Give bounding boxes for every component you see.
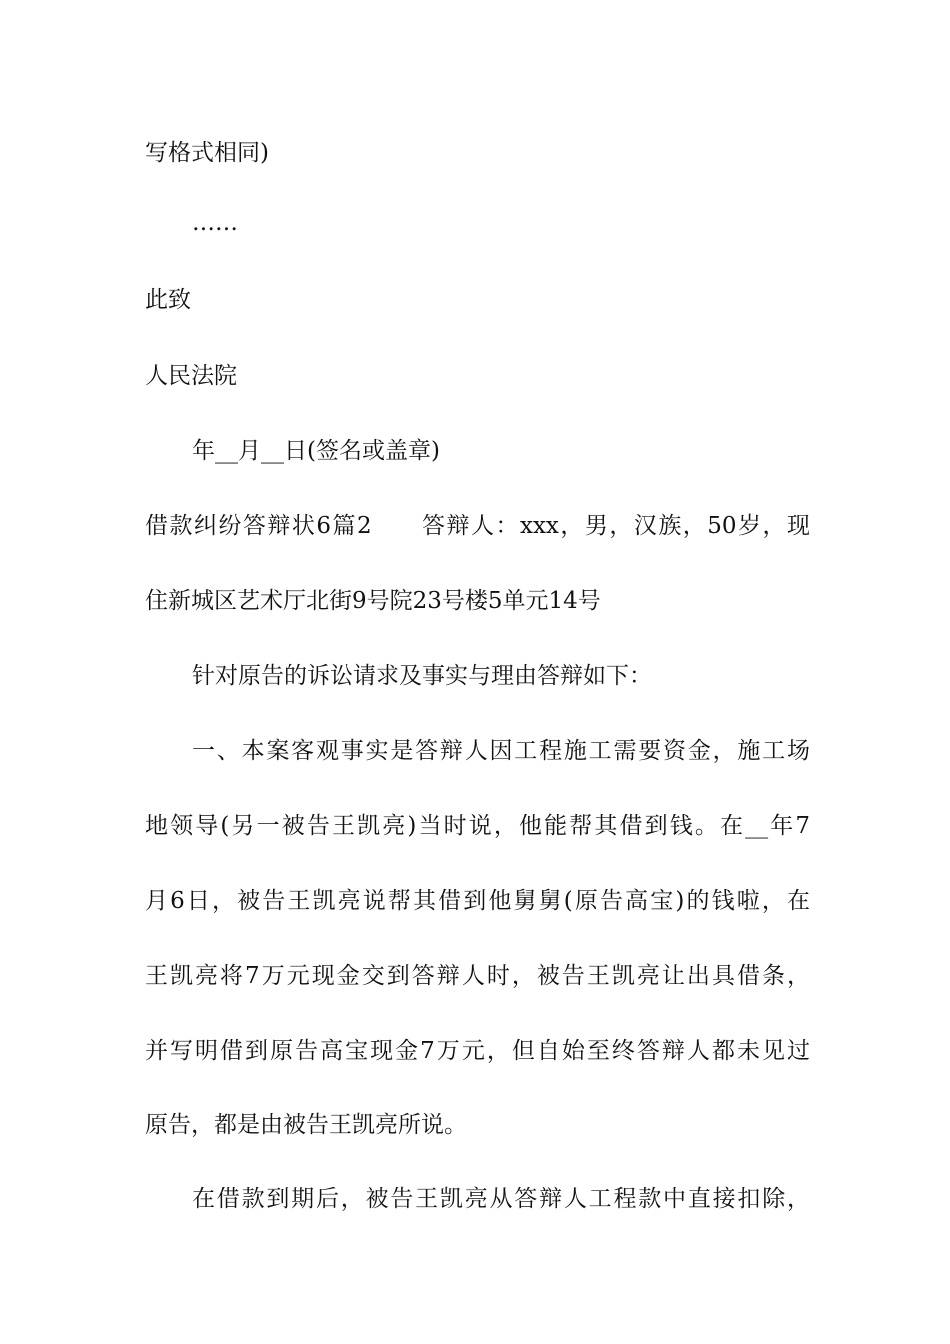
ellipsis-line: …… — [192, 210, 238, 236]
paragraph-1-line-3: 月6日，被告王凯亮说帮其借到他舅舅(原告高宝)的钱啦，在 — [145, 888, 810, 914]
court-line: 人民法院 — [145, 363, 237, 389]
paragraph-1-line-6: 原告，都是由被告王凯亮所说。 — [145, 1112, 467, 1138]
paragraph-1-line-5: 并写明借到原告高宝现金7万元，但自始至终答辩人都未见过 — [145, 1038, 810, 1064]
paragraph-2-line-1: 在借款到期后，被告王凯亮从答辩人工程款中直接扣除， — [192, 1186, 810, 1212]
date-signature-line: 年__月__日(签名或盖章) — [192, 438, 440, 464]
salutation-line: 此致 — [145, 287, 191, 313]
paragraph-1-line-1: 一、本案客观事实是答辩人因工程施工需要资金，施工场 — [192, 738, 810, 764]
heading-respondent-line: 借款纠纷答辩状6篇2 答辩人：xxx，男，汉族，50岁，现 — [145, 513, 810, 539]
paragraph-1-line-2: 地领导(另一被告王凯亮)当时说，他能帮其借到钱。在__年7 — [145, 813, 810, 839]
address-line: 住新城区艺术厅北街9号院23号楼5单元14号 — [145, 588, 601, 614]
paragraph-1-line-4: 王凯亮将7万元现金交到答辩人时，被告王凯亮让出具借条， — [145, 963, 810, 989]
text-line-1: 写格式相同) — [145, 140, 269, 166]
intro-line: 针对原告的诉讼请求及事实与理由答辩如下： — [192, 663, 652, 689]
